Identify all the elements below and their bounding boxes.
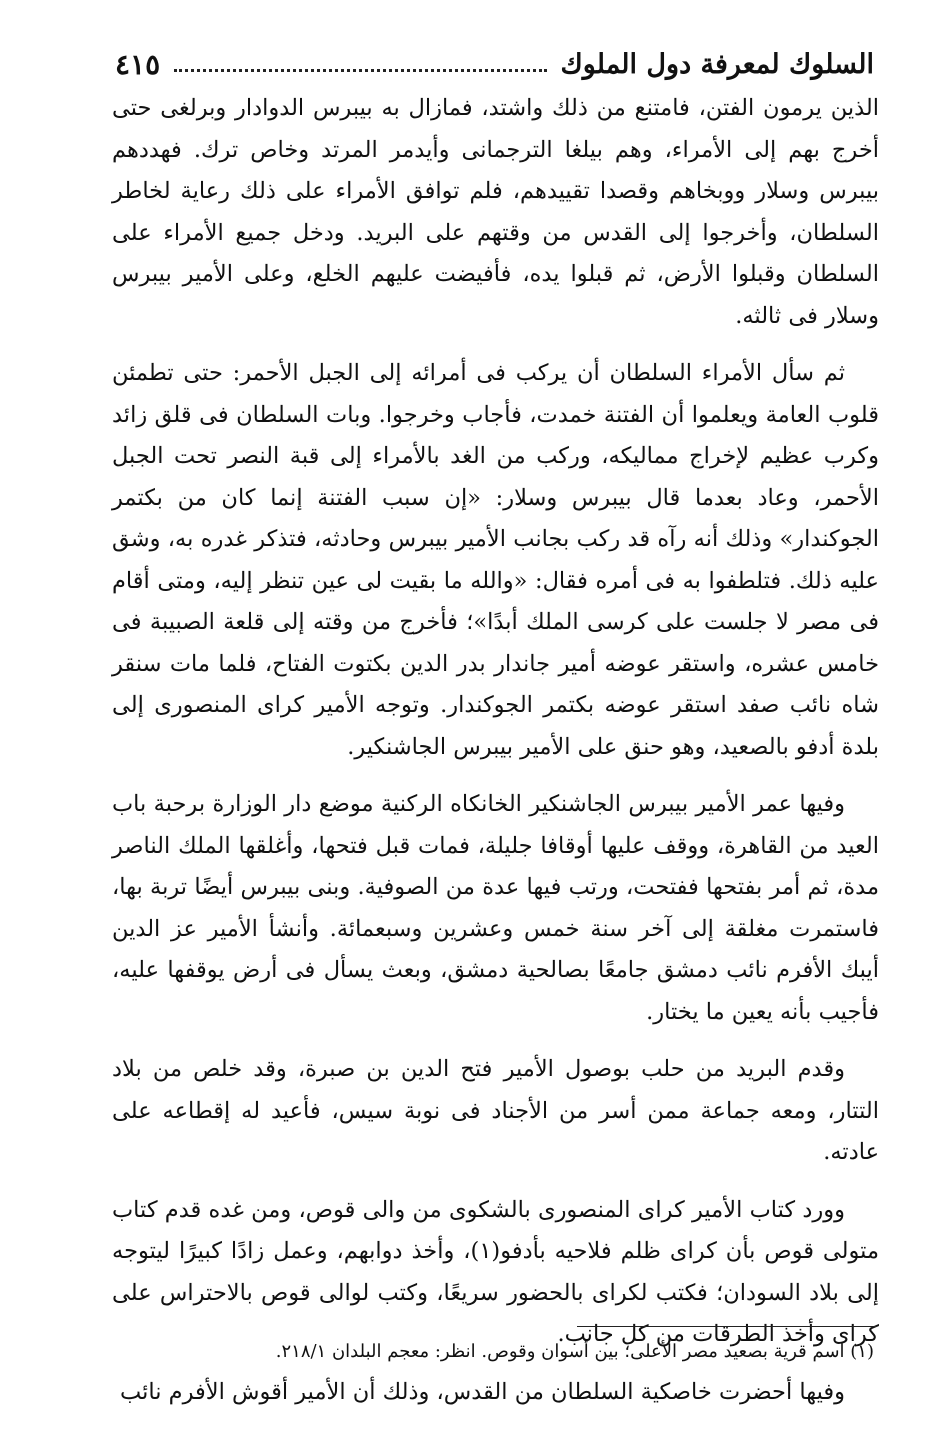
header-dot-leader xyxy=(174,69,546,72)
running-header xyxy=(115,42,874,86)
paragraph: ثم سأل الأمراء السلطان أن يركب فى أمرائه إلى الجبل الأحمر: حتى تطمئن قلوب العامة ويعلموا أن الفتنة خمدت، فأجاب وخرجوا. وبات السلطان فى قلق زائد وكرب عظيم لإخراج مماليكه، وركب من الغد بالأمراء إلى قبة النصر تحت الجبل الأحمر، وعاد بعدما قال بيبرس وسلار: «إن سبب الفتنة إنما كان من بكتمر الجوكندار» وذلك أنه رآه قد ركب بجانب الأمير بيبرس وحادثه، فتذكر غدره به، وشق عليه ذلك. فتلطفوا به فى أمره فقال: «والله ما بقيت لى عين تنظر إليه، ومتى أقام فى مصر لا جلست على كرسى الملك أبدًا»؛ فأخرج من وقته إلى قلعة الصبيبة فى خامس عشره، واستقر عوضه أمير جاندار بدر الدين بكتوت الفتاح، فلما مات سنقر شاه نائب صفد استقر عوضه بكتمر الجوكندار. وتوجه الأمير كراى المنصورى إلى بلدة أدفو بالصعيد، وهو حنق على الأمير بيبرس الجاشنكير. xyxy=(112,360,879,760)
paragraph: الذين يرمون الفتن، فامتنع من ذلك واشتد، فمازال به بيبرس الدوادار وبرلغى حتى أخرج بهم إلى الأمراء، وهم بيلغا الترجمانى وأيدمر المرتد وخاص ترك. فهددهم بيبرس وسلار ووبخاهم وقصدا تقييدهم، فلم توافق الأمراء على ذلك رعاية لخاطر السلطان، وأخرجوا إلى القدس من وقتهم على البريد. ودخل جميع الأمراء على السلطان وقبلوا الأرض، ثم قبلوا يده، فأفيضت عليهم الخلع، وعلى الأمير بيبرس وسلار فى ثالثه. xyxy=(112,95,879,329)
paragraph: وفيها عمر الأمير بيبرس الجاشنكير الخانكاه الركنية موضع دار الوزارة برحبة باب العيد من القاهرة، ووقف عليها أوقافا جليلة، فمات قبل فتحها، وأغلقها الملك الناصر مدة، ثم أمر بفتحها ففتحت، ورتب فيها عدة من الصوفية. وبنى بيبرس أيضًا تربة بها، فاستمرت مغلقة إلى آخر سنة خمس وعشرين وسبعمائة. وأنشأ الأمير عز الدين أيبك الأفرم نائب دمشق جامعًا بصالحية دمشق، وبعث يسأل فى أرض يوقفها عليه، فأجيب بأنه يعين ما يختار. xyxy=(112,791,879,1025)
footnote-separator xyxy=(577,1326,877,1327)
paragraph: وقدم البريد من حلب بوصول الأمير فتح الدين بن صبرة، وقد خلص من بلاد التتار، ومعه جماعة ممن أسر من الأجناد فى نوبة سيس، فأعيد له إقطاعه على عادته. xyxy=(112,1056,879,1165)
footnote: (١) اسم قرية بصعيد مصر الأعلى؛ بين أسوان وقوص. انظر: معجم البلدان ٢١٨/١. xyxy=(275,1341,874,1362)
page-number: ٤١٥ xyxy=(115,47,161,81)
body-text xyxy=(112,88,879,1429)
running-title: السلوك لمعرفة دول الملوك xyxy=(560,48,874,80)
paragraph: وفيها أحضرت خاصكية السلطان من القدس، وذلك أن الأمير أقوش الأفرم نائب xyxy=(120,1378,845,1405)
paragraph: وورد كتاب الأمير كراى المنصورى بالشكوى من والى قوص، ومن غده قدم كتاب متولى قوص بأن كراى ظلم فلاحيه بأدفو(١)، وأخذ دوابهم، وعمل زادًا كبيرًا ليتوجه إلى بلاد السودان؛ فكتب لكراى بالحضور سريعًا، وكتب لوالى قوص بالاحتراس على كراى وأخذ الطرقات من كل جانب. xyxy=(112,1196,879,1347)
